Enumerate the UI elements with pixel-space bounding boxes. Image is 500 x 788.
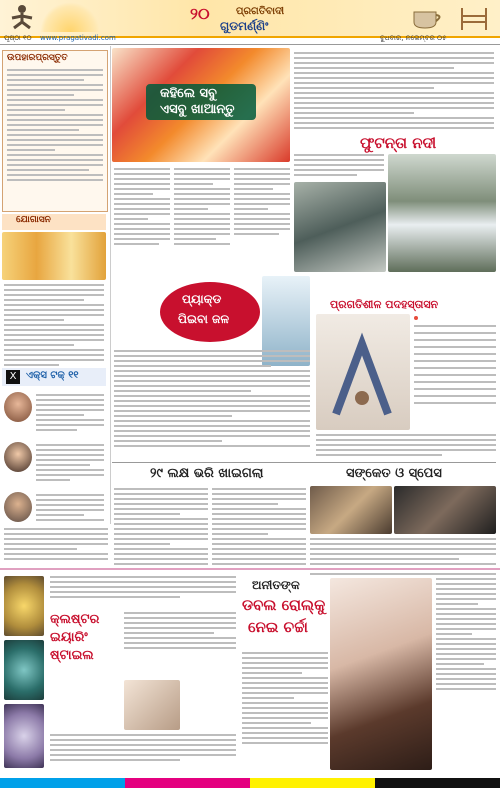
- jewelry-title-block: [50, 612, 120, 672]
- yoga-article-text: [316, 434, 496, 456]
- actress-headline-line2: ଡବଲ ରୋଲ୍‌କୁ: [242, 596, 326, 614]
- yoga-pose-figure: [316, 314, 410, 430]
- actress-article-text: [242, 652, 328, 744]
- yoga-benefits-lines: [414, 316, 496, 404]
- gift-box: [2, 50, 108, 212]
- x-talk-text-3: [36, 494, 104, 521]
- woman-photo: [394, 486, 496, 534]
- fruit-article-text-3: [234, 168, 290, 235]
- chair-graphic: [456, 4, 494, 32]
- fruit-title-box: [146, 84, 256, 120]
- jewelry-title-line2: ଇୟାରିଂ: [50, 630, 88, 645]
- fruit-title-line2: ଏସବୁ ଖାଆନ୍ତୁ: [160, 102, 235, 117]
- yoga-box-text: [4, 284, 104, 366]
- actress-photo: [330, 578, 432, 770]
- model-with-earrings-photo: [124, 680, 180, 730]
- actress-headline-line3: ନେଇ ଚର୍ଚ୍ଚା: [248, 618, 308, 636]
- earring-photo-1: [4, 576, 44, 636]
- fruit-juice-photo: [112, 48, 290, 162]
- fruit-title-line1: କହିଲେ ସବୁ: [160, 86, 217, 101]
- anniversary-mark: ୨୦: [190, 4, 210, 23]
- actress-headline-line1: ଅନୀତଙ୍କ: [252, 578, 300, 592]
- supplement-title: ଗୁଡମର୍ଣ୍ଣିଂ: [220, 19, 269, 33]
- profile-photo-3: [4, 492, 32, 522]
- disaster-rule: [112, 462, 496, 463]
- page-label: ପୃଷ୍ଠା ୧୦: [4, 34, 32, 42]
- sun-graphic: [40, 2, 100, 32]
- x-talk-text-1: [36, 394, 104, 431]
- left-column: [0, 46, 111, 524]
- paper-name: ପ୍ରଗତିବାଦୀ: [236, 6, 285, 17]
- x-talk-header: [2, 368, 106, 386]
- disaster-article-text-1: [114, 488, 208, 570]
- header-rule: [0, 44, 500, 45]
- yoga-figure-icon: [6, 4, 38, 32]
- x-talk-text-2: [36, 444, 104, 481]
- bottom-left-text: [4, 528, 108, 560]
- yoga-pose-photo: [316, 314, 410, 430]
- earring-photo-3: [4, 704, 44, 768]
- yoga-box-title: ଯୋଗାସନ: [16, 215, 51, 225]
- jewelry-intro-text: [50, 576, 236, 598]
- waterfall-title: ଫୁଟନ୍ତା ନଦୀ: [360, 134, 437, 152]
- sanket-headline: ସଙ୍କେତ ଓ ସ୍ପେସ: [346, 466, 442, 481]
- disaster-article-text-2: [212, 488, 306, 570]
- deity-photo: [2, 232, 106, 280]
- actress-article-text-right: [436, 578, 496, 690]
- print-color-strip: [0, 778, 500, 788]
- fruit-article-text-2: [174, 168, 230, 245]
- drink-badge-line1: ପ୍ୟାକ୍ଡ: [182, 292, 222, 306]
- issue-date: ବୁଧବାର, ନଭେମ୍ବର ୦୫: [380, 34, 447, 42]
- gift-box-title: ଉପହାରପ୍ରସ୍ତୁତ: [7, 53, 68, 63]
- drink-badge: [160, 282, 260, 342]
- x-logo-icon: X: [6, 370, 20, 384]
- profile-photo-2: [4, 442, 32, 472]
- website-url[interactable]: www.pragativadi.com: [40, 34, 116, 42]
- profile-photo-1: [4, 392, 32, 422]
- fire-scene-photo: [310, 486, 392, 534]
- earring-photo-2: [4, 640, 44, 700]
- bottom-section-rule: [0, 568, 500, 570]
- yoga-title: ପ୍ରଗତିଶୀଳ ପଦହସ୍ତାସନ: [330, 298, 439, 311]
- tea-cup-graphic: [410, 4, 446, 30]
- x-talk-title: ଏକ୍ସ ଟକ୍ ୧୧: [26, 370, 79, 381]
- fruit-article-text-1: [114, 168, 170, 245]
- disaster-headline: ୨୯ ଲକ୍ଷ ଭରି ଖାଇଗଲା: [150, 466, 264, 481]
- drink-article-text: [114, 350, 310, 447]
- waterfall-intro-text: [294, 154, 384, 176]
- waterfall-photo: [388, 154, 496, 272]
- fruit-article-text-right: [294, 52, 494, 129]
- jewelry-bullets: [124, 612, 236, 649]
- yoga-box-header: [2, 214, 106, 230]
- drink-badge-line2: ପିଇବା ଜଳ: [178, 312, 230, 326]
- bottles-photo: [294, 182, 386, 272]
- jewelry-title-line1: କ୍ଲଷ୍ଟର: [50, 612, 100, 627]
- jewelry-article-text: [50, 734, 236, 761]
- gift-box-text: [7, 69, 103, 181]
- masthead: [0, 0, 500, 42]
- jewelry-title-line3: ଷ୍ଟାଇଲ: [50, 648, 94, 663]
